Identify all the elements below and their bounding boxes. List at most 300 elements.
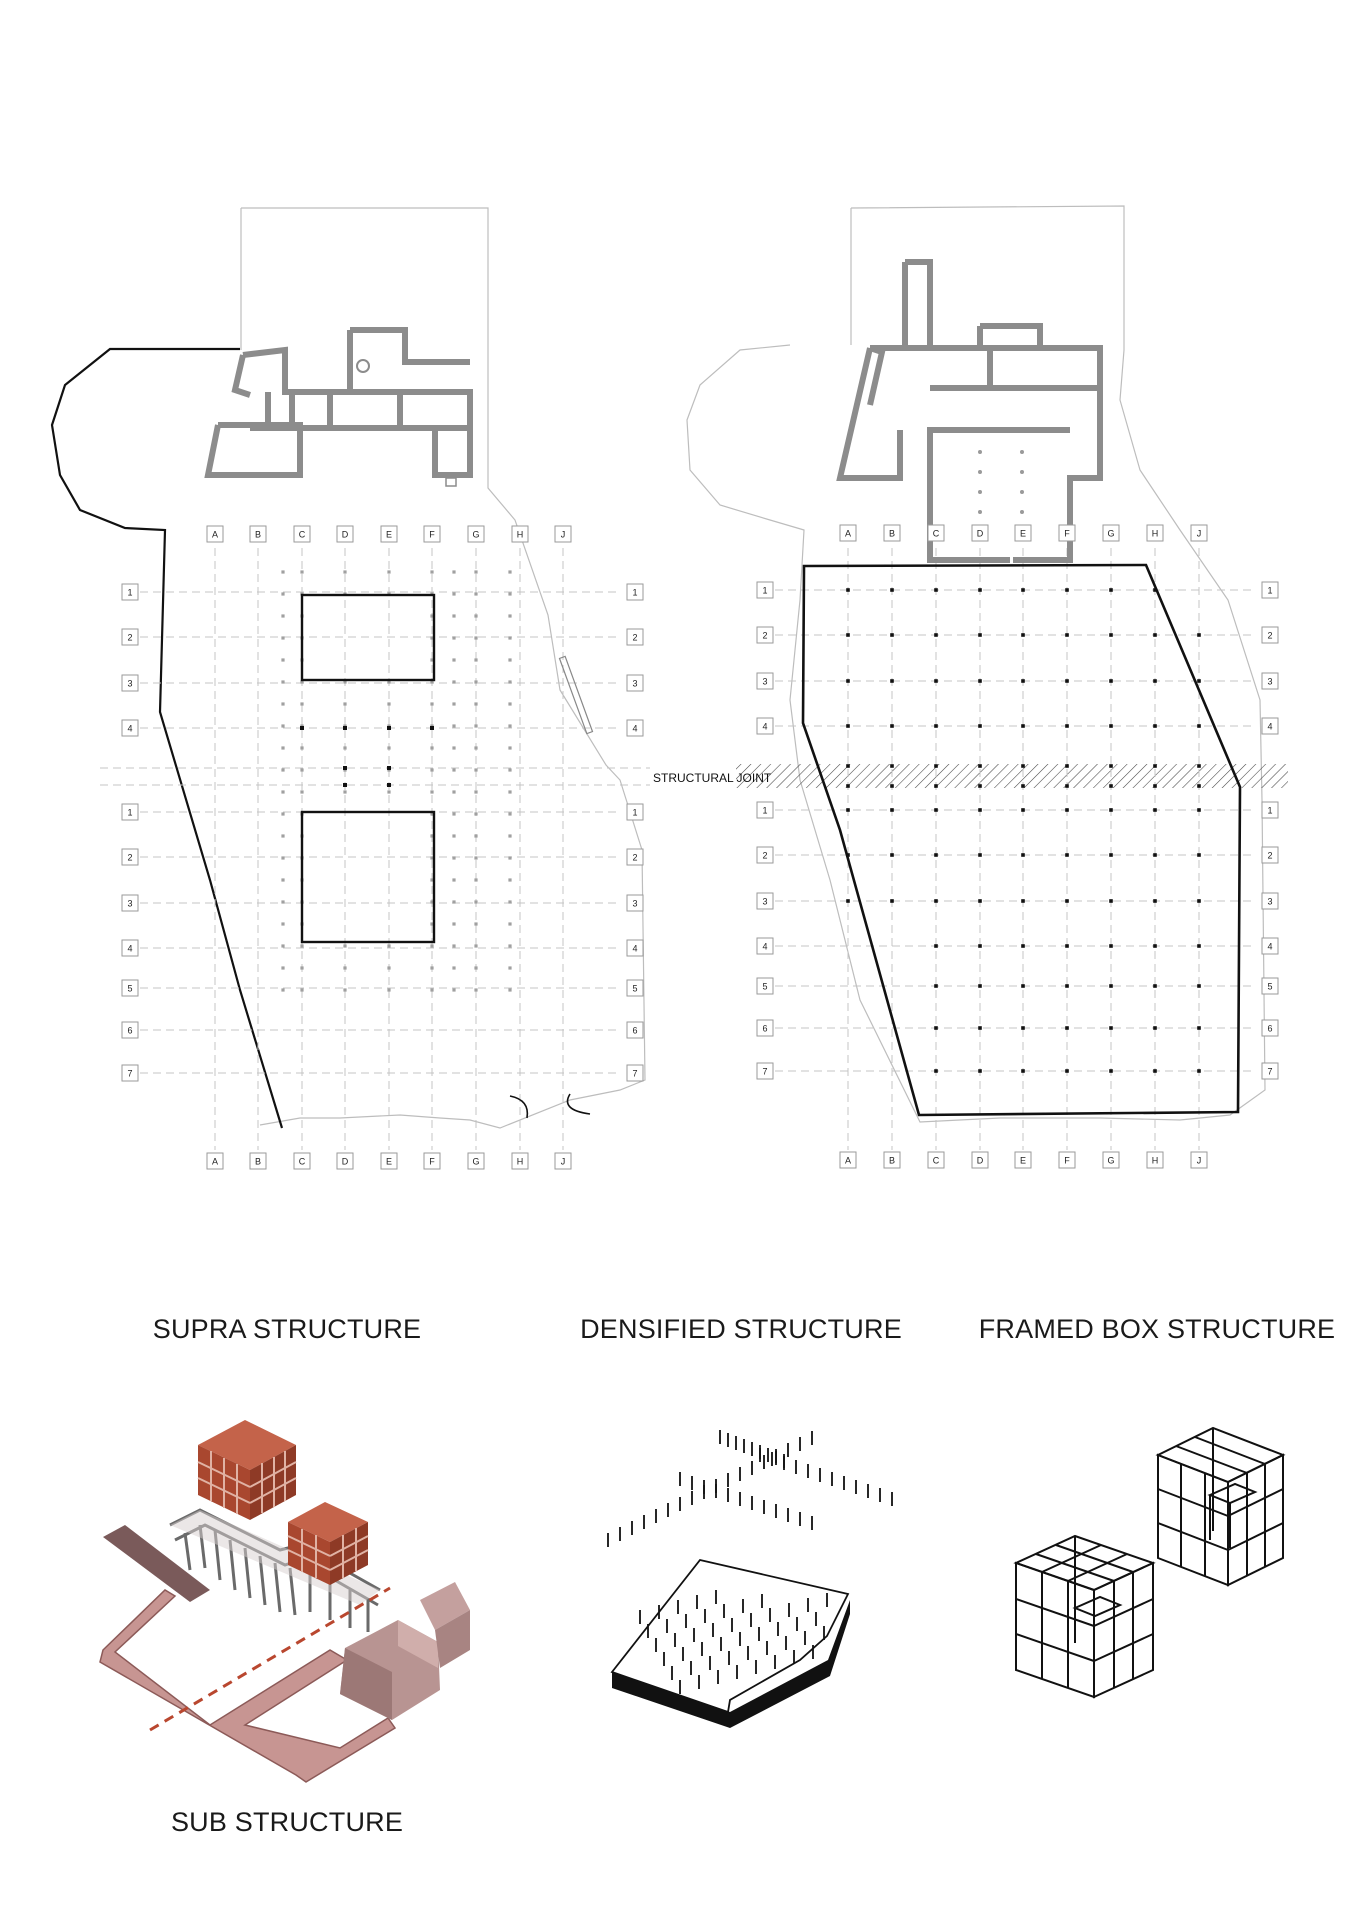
column-point [1109, 633, 1113, 637]
svg-text:4: 4 [632, 723, 638, 734]
row-label-right-upper-1 [1262, 582, 1278, 598]
svg-text:3: 3 [632, 678, 638, 689]
svg-text:D: D [976, 1155, 984, 1166]
row-label-left-upper-1 [757, 582, 773, 598]
row-label-right-lower-5 [1262, 978, 1278, 994]
column-point [508, 900, 511, 903]
svg-text:H: H [516, 529, 524, 540]
svg-text:H: H [1151, 528, 1159, 539]
key-column-point [343, 783, 347, 787]
column-point [343, 790, 346, 793]
column-point [474, 636, 477, 639]
column-point [281, 834, 284, 837]
column-point [1065, 984, 1069, 988]
column-point [1197, 784, 1201, 788]
row-label-left-upper-3 [757, 673, 773, 689]
column-point [452, 680, 455, 683]
column-point [508, 680, 511, 683]
svg-text:C: C [932, 1155, 940, 1166]
row-label-left-lower-6 [122, 1022, 138, 1038]
column-point [281, 746, 284, 749]
column-point [508, 570, 511, 573]
column-point [343, 746, 346, 749]
grid-label-bottom-G [468, 1153, 484, 1169]
svg-text:D: D [341, 529, 349, 540]
column-point [1197, 679, 1201, 683]
column-point [508, 658, 511, 661]
column-point [387, 746, 390, 749]
column-point [281, 944, 284, 947]
column-point [508, 944, 511, 947]
grid-label-top-H [1147, 525, 1163, 541]
svg-text:5: 5 [127, 983, 133, 994]
column-point [452, 570, 455, 573]
column-point [1153, 724, 1157, 728]
column-point [846, 633, 850, 637]
svg-text:2: 2 [1267, 850, 1273, 861]
column-point [1021, 984, 1025, 988]
column-point [1109, 944, 1113, 948]
column-point [474, 702, 477, 705]
grid-label-bottom-A [207, 1153, 223, 1169]
column-point [474, 746, 477, 749]
column-point [281, 790, 284, 793]
column-point [343, 988, 346, 991]
door-mark [446, 478, 456, 486]
row-label-right-lower-7 [1262, 1063, 1278, 1079]
axonometric-framed-box [1016, 1428, 1283, 1697]
svg-text:G: G [472, 1156, 480, 1167]
column-point [1021, 1069, 1025, 1073]
row-label-right-lower-2 [627, 849, 643, 865]
column-point [281, 900, 284, 903]
svg-text:3: 3 [1267, 896, 1273, 907]
column-point [1065, 1069, 1069, 1073]
key-column-point [430, 726, 434, 730]
column-point [1153, 1069, 1157, 1073]
column-point [1065, 784, 1069, 788]
svg-text:2: 2 [632, 852, 638, 863]
column-point [978, 984, 982, 988]
row-label-left-lower-7 [757, 1063, 773, 1079]
column-point [1065, 808, 1069, 812]
row-label-right-lower-5 [627, 980, 643, 996]
column-point [300, 790, 303, 793]
column-point [1109, 764, 1113, 768]
row-label-left-lower-4 [757, 938, 773, 954]
column-points-left [281, 570, 511, 991]
svg-text:7: 7 [127, 1068, 133, 1079]
column-point [1197, 944, 1201, 948]
column-point [508, 988, 511, 991]
column-point [281, 636, 284, 639]
column-point [508, 636, 511, 639]
svg-text:1: 1 [762, 585, 768, 596]
column-point [890, 764, 894, 768]
svg-text:4: 4 [632, 943, 638, 954]
grid-label-bottom-G [1103, 1152, 1119, 1168]
column-point [1065, 679, 1069, 683]
grid-label-top-G [468, 526, 484, 542]
column-point [452, 636, 455, 639]
column-point [474, 834, 477, 837]
grid-label-bottom-A [840, 1152, 856, 1168]
svg-text:A: A [844, 528, 852, 539]
column-point [300, 944, 303, 947]
column-point [452, 812, 455, 815]
interior-points [978, 450, 1024, 514]
ramp-feature [560, 656, 593, 733]
column-point [1153, 853, 1157, 857]
column-point [1153, 784, 1157, 788]
column-point [934, 724, 938, 728]
svg-text:B: B [254, 529, 262, 540]
grid-label-top-C [928, 525, 944, 541]
column-point [474, 900, 477, 903]
row-label-left-lower-4 [122, 940, 138, 956]
svg-text:1: 1 [127, 587, 133, 598]
svg-text:A: A [844, 1155, 852, 1166]
svg-text:3: 3 [127, 678, 133, 689]
column-point [300, 570, 303, 573]
grid-label-bottom-E [381, 1153, 397, 1169]
svg-text:B: B [254, 1156, 262, 1167]
row-label-left-upper-3 [122, 675, 138, 691]
column-point [452, 592, 455, 595]
caption-densified-structure: DENSIFIED STRUCTURE [580, 1314, 902, 1344]
column-point [508, 614, 511, 617]
column-point [281, 614, 284, 617]
column-point [452, 834, 455, 837]
grid-label-top-F [424, 526, 440, 542]
column-point [452, 614, 455, 617]
column-point [890, 808, 894, 812]
plan-right-densified [653, 206, 1288, 1168]
svg-text:2: 2 [762, 850, 768, 861]
column-point [890, 899, 894, 903]
column-point [508, 922, 511, 925]
column-point [474, 966, 477, 969]
svg-text:F: F [1064, 1155, 1070, 1166]
svg-text:3: 3 [127, 898, 133, 909]
svg-text:7: 7 [1267, 1066, 1273, 1077]
supra-cube-1 [198, 1420, 296, 1520]
row-label-left-lower-1 [757, 802, 773, 818]
column-point [1197, 899, 1201, 903]
column-point [1153, 899, 1157, 903]
column-point [1197, 853, 1201, 857]
column-point [474, 922, 477, 925]
column-point [474, 944, 477, 947]
column-point [1197, 1026, 1201, 1030]
svg-text:4: 4 [762, 721, 768, 732]
column-point [281, 658, 284, 661]
row-label-right-lower-4 [1262, 938, 1278, 954]
row-label-right-lower-6 [1262, 1020, 1278, 1036]
column-point [474, 614, 477, 617]
column-point [934, 588, 938, 592]
property-line-left [52, 349, 282, 1128]
column-point [1153, 1026, 1157, 1030]
upper-column-grid [608, 1430, 892, 1547]
column-point [890, 679, 894, 683]
column-point [508, 834, 511, 837]
svg-text:C: C [298, 529, 306, 540]
column-point [452, 724, 455, 727]
column-point [1021, 784, 1025, 788]
column-point [1197, 984, 1201, 988]
svg-text:3: 3 [632, 898, 638, 909]
svg-text:C: C [932, 528, 940, 539]
row-label-right-lower-3 [627, 895, 643, 911]
column-point [846, 679, 850, 683]
column-point [474, 988, 477, 991]
column-point [978, 1069, 982, 1073]
svg-text:6: 6 [762, 1023, 768, 1034]
svg-text:4: 4 [1267, 721, 1273, 732]
column-point [1153, 588, 1157, 592]
column-point [1021, 1026, 1025, 1030]
svg-text:G: G [472, 529, 480, 540]
column-point [1197, 764, 1201, 768]
column-point [846, 899, 850, 903]
column-point [508, 592, 511, 595]
axonometric-densified [608, 1430, 892, 1728]
framed-box-2 [1158, 1428, 1283, 1585]
column-point [978, 679, 982, 683]
column-point [934, 633, 938, 637]
column-point [1197, 1069, 1201, 1073]
svg-text:4: 4 [127, 723, 133, 734]
svg-text:2: 2 [127, 852, 133, 863]
slab-outline-right [803, 565, 1240, 1115]
existing-building-left [208, 330, 470, 475]
column-point [1021, 899, 1025, 903]
column-point [1065, 764, 1069, 768]
column-point [474, 592, 477, 595]
column-point [281, 878, 284, 881]
row-label-right-lower-1 [1262, 802, 1278, 818]
dark-slab [103, 1525, 210, 1602]
grid-label-top-A [207, 526, 223, 542]
row-label-left-lower-2 [757, 847, 773, 863]
column-point [452, 922, 455, 925]
column-point [430, 790, 433, 793]
row-label-left-lower-5 [757, 978, 773, 994]
grid-label-bottom-D [972, 1152, 988, 1168]
column-point [1109, 808, 1113, 812]
svg-text:2: 2 [762, 630, 768, 641]
svg-text:1: 1 [1267, 585, 1273, 596]
column-point [281, 856, 284, 859]
caption-framed-box-structure: FRAMED BOX STRUCTURE [978, 1314, 1336, 1344]
row-label-left-upper-4 [757, 718, 773, 734]
grid-label-top-D [972, 525, 988, 541]
column-point [474, 724, 477, 727]
column-point [978, 633, 982, 637]
svg-text:F: F [1064, 528, 1070, 539]
column-point [452, 702, 455, 705]
column-point [934, 808, 938, 812]
row-label-right-upper-1 [627, 584, 643, 600]
svg-text:1: 1 [1267, 805, 1273, 816]
grid-label-top-J [555, 526, 571, 542]
svg-text:H: H [1151, 1155, 1159, 1166]
column-point [978, 588, 982, 592]
plan-left-supra [52, 208, 650, 1169]
column-point [452, 746, 455, 749]
svg-text:5: 5 [762, 981, 768, 992]
row-label-right-upper-3 [1262, 673, 1278, 689]
row-label-right-lower-1 [627, 804, 643, 820]
column-point [1021, 633, 1025, 637]
column-point [1021, 853, 1025, 857]
column-point [300, 966, 303, 969]
column-point [1065, 588, 1069, 592]
column-point [300, 768, 303, 771]
column-point [508, 746, 511, 749]
column-point [890, 724, 894, 728]
column-point [452, 856, 455, 859]
column-point [281, 988, 284, 991]
column-point [508, 856, 511, 859]
svg-text:D: D [976, 528, 984, 539]
grid-label-top-G [1103, 525, 1119, 541]
column-point [281, 768, 284, 771]
grid-label-bottom-B [884, 1152, 900, 1168]
column-point [1021, 808, 1025, 812]
column-point [387, 702, 390, 705]
column-point [1109, 679, 1113, 683]
arc-feature-1 [510, 1096, 527, 1118]
svg-text:4: 4 [762, 941, 768, 952]
grid-label-top-E [381, 526, 397, 542]
column-point [1109, 899, 1113, 903]
svg-text:3: 3 [1267, 676, 1273, 687]
column-point [1109, 784, 1113, 788]
column-point [934, 784, 938, 788]
column-point [474, 768, 477, 771]
column-points-right [846, 588, 1201, 1073]
column-point [978, 808, 982, 812]
svg-text:4: 4 [127, 943, 133, 954]
column-point [846, 808, 850, 812]
column-point [1065, 899, 1069, 903]
svg-text:5: 5 [1267, 981, 1273, 992]
column-point [1065, 633, 1069, 637]
svg-text:G: G [1107, 1155, 1115, 1166]
svg-text:G: G [1107, 528, 1115, 539]
column-point [1109, 588, 1113, 592]
column-point [1065, 1026, 1069, 1030]
grid-label-top-E [1015, 525, 1031, 541]
column-point [1065, 944, 1069, 948]
svg-text:1: 1 [127, 807, 133, 818]
existing-building-right [840, 262, 1100, 560]
row-label-right-upper-4 [627, 720, 643, 736]
column-point [934, 1069, 938, 1073]
grid-lines-left [100, 548, 650, 1150]
column-point [387, 944, 390, 947]
column-point [387, 966, 390, 969]
key-column-point [343, 726, 347, 730]
axonometric-supra-sub [100, 1420, 470, 1782]
column-point [890, 588, 894, 592]
column-point [1109, 1069, 1113, 1073]
stair-mark [357, 360, 369, 372]
site-outline-right [687, 206, 1265, 1122]
key-column-point [387, 766, 391, 770]
grid-label-top-D [337, 526, 353, 542]
column-point [452, 878, 455, 881]
column-point [430, 768, 433, 771]
row-label-left-upper-4 [122, 720, 138, 736]
column-point [343, 944, 346, 947]
svg-text:E: E [385, 1156, 393, 1167]
column-point [281, 922, 284, 925]
column-point [452, 658, 455, 661]
structural-joint-label: STRUCTURAL JOINT [653, 771, 772, 785]
column-point [300, 702, 303, 705]
grid-label-bottom-F [424, 1153, 440, 1169]
column-point [890, 784, 894, 788]
column-point [1109, 1026, 1113, 1030]
column-point [343, 702, 346, 705]
column-point [281, 570, 284, 573]
column-point [452, 944, 455, 947]
svg-text:E: E [385, 529, 393, 540]
column-point [1109, 853, 1113, 857]
grid-label-top-C [294, 526, 310, 542]
column-point [387, 988, 390, 991]
svg-text:J: J [560, 1156, 566, 1167]
column-point [890, 633, 894, 637]
column-point [430, 746, 433, 749]
svg-text:B: B [888, 1155, 896, 1166]
svg-text:6: 6 [127, 1025, 133, 1036]
key-column-point [387, 726, 391, 730]
grid-label-bottom-H [1147, 1152, 1163, 1168]
column-point [281, 812, 284, 815]
column-point [978, 944, 982, 948]
column-point [430, 988, 433, 991]
column-point [978, 899, 982, 903]
column-point [1109, 724, 1113, 728]
column-point [474, 570, 477, 573]
column-point [452, 988, 455, 991]
column-point [508, 768, 511, 771]
column-point [281, 592, 284, 595]
courtyard-box-lower [302, 812, 434, 942]
row-label-right-lower-3 [1262, 893, 1278, 909]
svg-text:F: F [429, 529, 435, 540]
svg-text:4: 4 [1267, 941, 1273, 952]
svg-text:7: 7 [762, 1066, 768, 1077]
column-point [1197, 633, 1201, 637]
grid-label-top-H [512, 526, 528, 542]
column-point [474, 680, 477, 683]
svg-text:3: 3 [762, 676, 768, 687]
grid-label-bottom-J [555, 1153, 571, 1169]
column-point [300, 988, 303, 991]
key-column-point [343, 766, 347, 770]
column-point [300, 746, 303, 749]
column-point [508, 878, 511, 881]
svg-text:A: A [211, 529, 219, 540]
row-label-left-lower-2 [122, 849, 138, 865]
svg-text:2: 2 [1267, 630, 1273, 641]
column-point [846, 764, 850, 768]
